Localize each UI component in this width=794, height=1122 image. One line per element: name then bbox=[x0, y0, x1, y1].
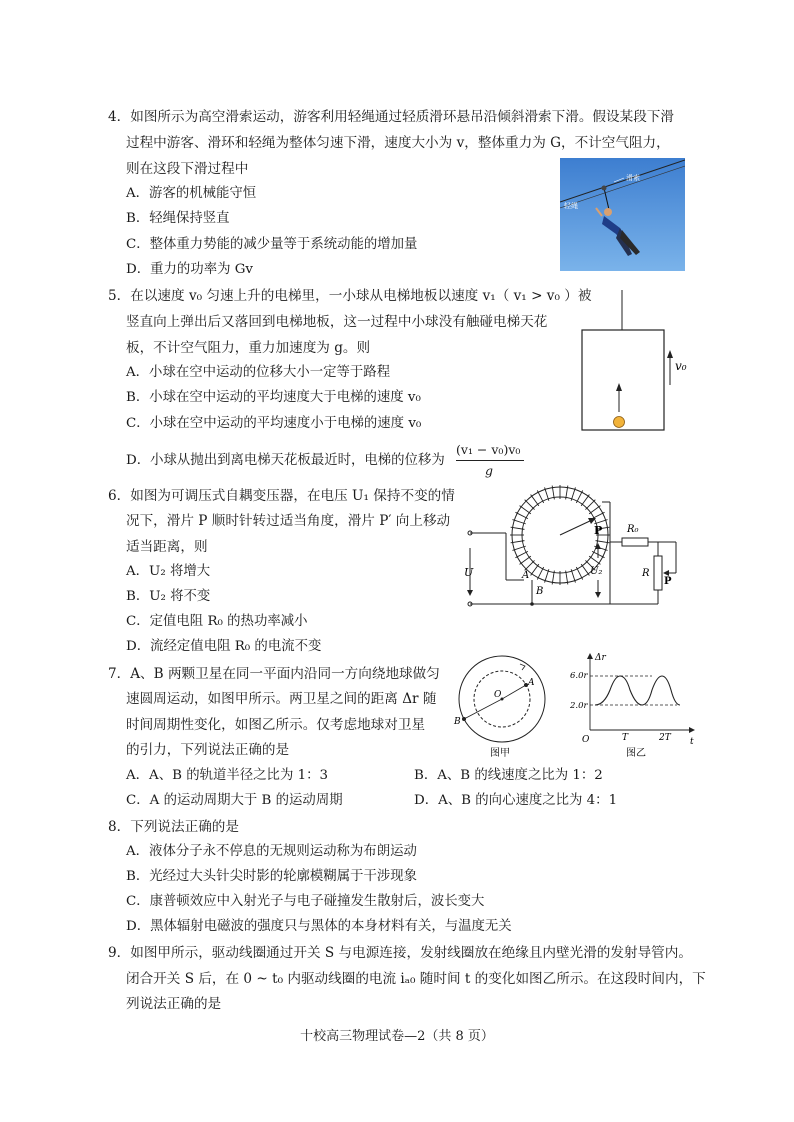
slider-p-label: P bbox=[594, 524, 603, 537]
coil-winding bbox=[576, 567, 582, 579]
terminal-a-label: A bbox=[522, 570, 530, 581]
coil-winding bbox=[537, 490, 543, 502]
q6-option-d: D．流经定值电阻 R₀ 的电流不变 bbox=[126, 639, 322, 654]
q5-fraction-numerator: (v₁ − v₀)v₀ bbox=[456, 442, 521, 457]
q4-option-d: D．重力的功率为 Gv bbox=[126, 262, 253, 277]
q9-stem-line3: 列说法正确的是 bbox=[126, 996, 222, 1012]
coil-winding bbox=[592, 512, 604, 518]
q8-stem: 8．下列说法正确的是 bbox=[108, 819, 239, 835]
coil-winding bbox=[520, 556, 531, 564]
fig2-origin-label: O bbox=[582, 735, 590, 745]
coil-winding bbox=[512, 520, 525, 524]
fig2-caption: 图乙 bbox=[626, 748, 646, 759]
slider-p-prime-label: P bbox=[664, 576, 672, 587]
q8-option-a: A．液体分子永不停息的无规则运动称为布朗运动 bbox=[126, 844, 417, 859]
coil-winding bbox=[525, 500, 535, 510]
coil-winding bbox=[525, 560, 535, 570]
terminal-b-label: B bbox=[536, 586, 544, 597]
input-voltage-label: U bbox=[464, 566, 474, 579]
elevator-velocity-label: v₀ bbox=[675, 359, 687, 373]
coil-winding bbox=[515, 512, 527, 518]
q6-option-b: B．U₂ 将不变 bbox=[126, 589, 211, 604]
coil-winding bbox=[520, 506, 531, 514]
q5-fraction-bar bbox=[456, 460, 524, 461]
q7-option-b: B．A、B 的线速度之比为 1：2 bbox=[414, 768, 603, 783]
fig1-caption: 图甲 bbox=[490, 748, 510, 759]
fig2-tick-2t: 2T bbox=[659, 733, 671, 743]
q7-option-d: D．A、B 的向心速度之比为 4：1 bbox=[414, 793, 618, 808]
coil-winding bbox=[589, 506, 600, 514]
zipline-photo bbox=[560, 158, 685, 271]
coil-winding bbox=[576, 490, 582, 502]
q6-option-c: C．定值电阻 R₀ 的热功率减小 bbox=[126, 614, 308, 629]
q5-stem-line2: 竖直向上弹出后又落回到电梯地板，这一过程中小球没有触碰电梯天花 bbox=[126, 314, 548, 330]
q9-stem-line1: 9．如图甲所示，驱动线圈通过开关 S 与电源连接，发射线圈放在绝缘且内壁光滑的发射导管内。 bbox=[108, 945, 692, 961]
fig2-tick-2r: 2.0r bbox=[570, 701, 588, 711]
q9-stem-line2: 闭合开关 S 后，在 0 ~ t₀ 内驱动线圈的电流 iₐ₀ 随时间 t 的变化如图乙所示。在这段时间内，下 bbox=[126, 971, 706, 987]
q7-stem-line3: 时间周期性变化，如图乙所示。仅考虑地球对卫星 bbox=[126, 717, 426, 733]
q4-stem-line1: 4．如图所示为高空滑索运动，游客利用轻绳通过轻质滑环悬吊沿倾斜滑索下滑。假设某段下滑 bbox=[108, 109, 674, 125]
coil-winding bbox=[531, 564, 539, 575]
q4-option-b: B．轻绳保持竖直 bbox=[126, 211, 230, 226]
photo-label-rope: 轻绳 bbox=[564, 202, 578, 210]
coil-winding bbox=[515, 551, 527, 557]
page-footer: 十校高三物理试卷—2（共 8 页） bbox=[300, 1029, 494, 1044]
coil-winding bbox=[531, 495, 539, 506]
q8-option-b: B．光经过大头针尖时影的轮廓模糊属于干涉现象 bbox=[126, 869, 418, 884]
q5-option-d: D．小球从抛出到离电梯天花板最近时，电梯的位移为 bbox=[126, 453, 445, 468]
fig1-center-label: O bbox=[494, 690, 502, 700]
q5-stem-line3: 板，不计空气阻力，重力加速度为 g。则 bbox=[126, 340, 371, 356]
q7-option-c: C．A 的运动周期大于 B 的运动周期 bbox=[126, 793, 343, 808]
resistor-r0-label: R₀ bbox=[627, 524, 639, 535]
fig1-satellite-a-label: A bbox=[528, 678, 535, 688]
q8-option-d: D．黑体辐射电磁波的强度只与黑体的本身材料有关，与温度无关 bbox=[126, 919, 512, 934]
coil-winding bbox=[545, 569, 549, 582]
fig2-x-axis-label: t bbox=[690, 737, 694, 747]
coil-winding bbox=[585, 500, 595, 510]
fig1-satellite-b-label: B bbox=[454, 717, 461, 727]
coil-winding bbox=[571, 487, 575, 500]
q4-stem-line2: 过程中游客、滑环和轻绳为整体匀速下滑，速度大小为 v，整体重力为 G，不计空气阻力， bbox=[126, 135, 670, 151]
q5-stem-line1: 5．在以速度 v₀ 匀速上升的电梯里，一小球从电梯地板以速度 v₁（ v₁ > v₀ ）被 bbox=[108, 288, 592, 304]
coil-winding bbox=[512, 546, 525, 550]
satellite-figures bbox=[452, 652, 697, 760]
coil-winding bbox=[537, 567, 543, 579]
transformer-circuit-figure bbox=[462, 480, 697, 615]
q5-option-a: A．小球在空中运动的位移大小一定等于路程 bbox=[126, 365, 391, 380]
coil-winding bbox=[589, 556, 600, 564]
coil-winding bbox=[581, 495, 589, 506]
photo-label-zipline: 滑索 bbox=[626, 174, 640, 182]
coil-winding bbox=[571, 569, 575, 582]
q4-stem-line3: 则在这段下滑过程中 bbox=[126, 161, 249, 177]
fig2-tick-6r: 6.0r bbox=[570, 671, 588, 681]
coil-winding bbox=[581, 564, 589, 575]
output-voltage-label: U₂ bbox=[590, 566, 603, 577]
q7-stem-line1: 7．A、B 两颗卫星在同一平面内沿同一方向绕地球做匀 bbox=[108, 666, 440, 682]
q5-fraction-denominator: g bbox=[485, 463, 494, 478]
q7-stem-line4: 的引力，下列说法正确的是 bbox=[126, 742, 290, 758]
rheostat-r-label: R bbox=[642, 568, 650, 579]
q7-stem-line2: 速圆周运动，如图甲所示。两卫星之间的距离 Δr 随 bbox=[126, 691, 437, 707]
q4-option-a: A．游客的机械能守恒 bbox=[126, 186, 257, 201]
q5-option-c: C．小球在空中运动的平均速度小于电梯的速度 v₀ bbox=[126, 416, 422, 431]
q7-option-a: A．A、B 的轨道半径之比为 1：3 bbox=[126, 768, 329, 783]
q5-option-b: B．小球在空中运动的平均速度大于电梯的速度 v₀ bbox=[126, 390, 421, 405]
fig2-tick-t: T bbox=[622, 733, 629, 743]
coil-winding bbox=[545, 487, 549, 500]
elevator-figure bbox=[572, 290, 697, 435]
q8-option-c: C．康普顿效应中入射光子与电子碰撞发生散射后，波长变大 bbox=[126, 894, 485, 909]
q4-option-c: C．整体重力势能的减少量等于系统动能的增加量 bbox=[126, 237, 418, 252]
q6-stem-line2: 况下，滑片 P 顺时针转过适当角度，滑片 P′ 向上移动 bbox=[126, 513, 451, 529]
q6-option-a: A．U₂ 将增大 bbox=[126, 564, 211, 579]
q6-stem-line1: 6．如图为可调压式自耦变压器，在电压 U₁ 保持不变的情 bbox=[108, 488, 455, 504]
q6-stem-line3: 适当距离，则 bbox=[126, 539, 208, 555]
fig2-y-axis-label: Δr bbox=[595, 653, 606, 663]
